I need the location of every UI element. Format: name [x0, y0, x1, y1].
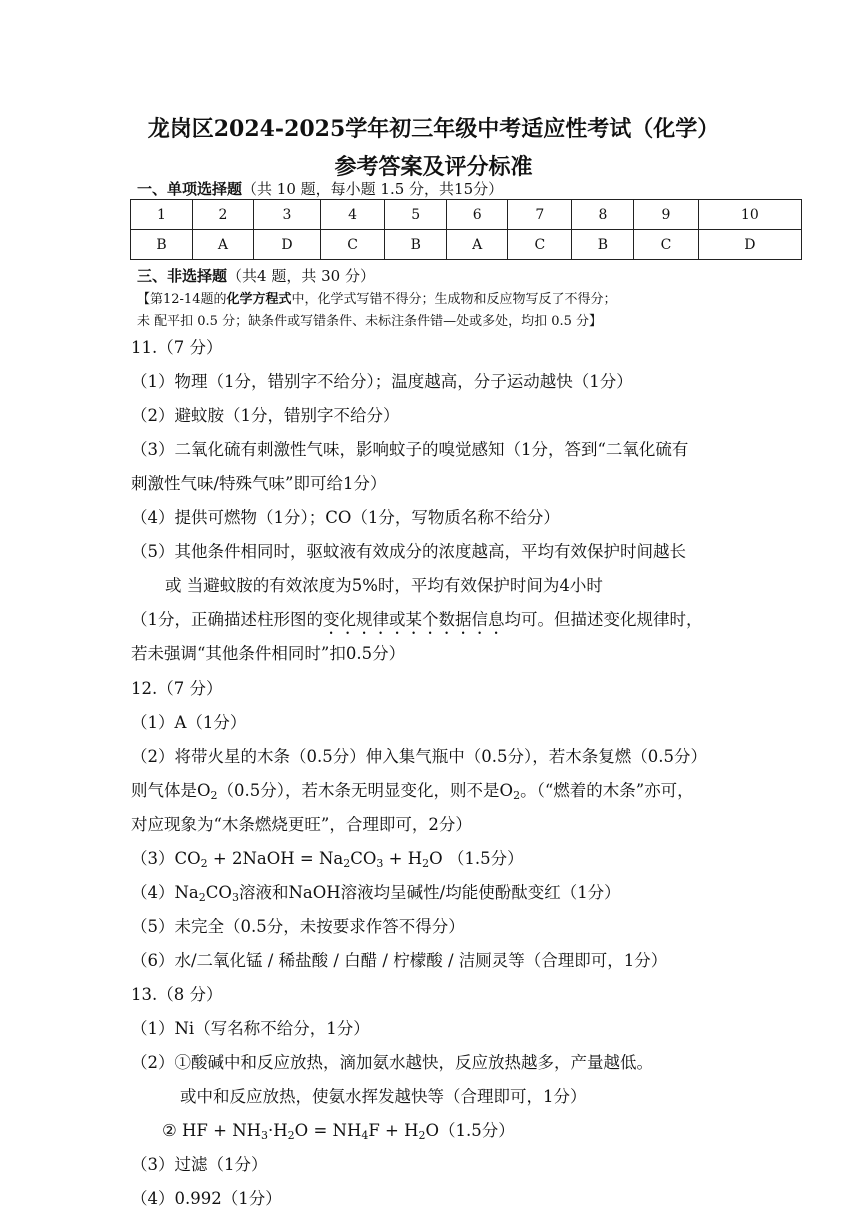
page-subtitle: 参考答案及评分标准 [334, 154, 533, 180]
section1-desc: （共 10 题，每小题 1.5 分，共15分） [242, 180, 504, 198]
text-segment: （0.5分），若木条无明显变化，则不是O [217, 781, 514, 800]
table-cell: 4 [321, 200, 385, 230]
subscript: 3 [261, 1129, 269, 1142]
table-cell: C [634, 230, 698, 260]
answer-table-answers-row [131, 230, 802, 260]
text-segment: （1分，正确描述柱形图的 [131, 610, 323, 629]
q13-line1: （1）Ni（写名称不给分，1分） [131, 1019, 370, 1038]
text-segment: O（1.5分） [425, 1121, 515, 1140]
text-segment: （3）CO [131, 849, 201, 868]
q13-line2: （2）①酸碱中和反应放热，滴加氨水越快，反应放热越多，产量越低。 [131, 1053, 653, 1072]
subscript: 2 [343, 857, 351, 870]
q11-line2: （2）避蚊胺（1分，错别字不给分） [131, 406, 400, 425]
text-segment: 均可。但描述变化规律时， [504, 610, 703, 629]
table-cell: 9 [634, 200, 698, 230]
q11-line4: 刺激性气味/特殊气味”即可给1分） [131, 474, 387, 493]
q11-line5: （4）提供可燃物（1分）；CO（1分，写物质名称不给分） [131, 508, 560, 527]
q13-heading: 13.（8 分） [131, 985, 223, 1004]
table-cell: 1 [131, 200, 193, 230]
text-segment: + 2NaOH = Na [207, 849, 344, 868]
table-cell: A [447, 230, 508, 260]
text-segment: 。（“燃着的木条”亦可， [520, 781, 694, 800]
q11-line7: 或 当避蚊胺的有效浓度为5%时，平均有效保护时间为4小时 [165, 576, 603, 595]
q12-line8: （6）水/二氧化锰 / 稀盐酸 / 白醋 / 柠檬酸 / 洁厕灵等（合理即可，1分） [131, 951, 668, 970]
emphasized-text: 变化规律或某个数据信息 [323, 610, 505, 629]
q12-line7: （5）未完全（0.5分，未按要求作答不得分） [131, 917, 465, 936]
subscript: 2 [422, 857, 430, 870]
subscript: 4 [361, 1129, 369, 1142]
table-cell: 8 [572, 200, 634, 230]
q13-equation [162, 1117, 515, 1141]
table-cell: 3 [253, 200, 320, 230]
table-cell: B [385, 230, 447, 260]
table-cell: D [253, 230, 320, 260]
subscript: 2 [513, 789, 521, 802]
q11-line8 [131, 606, 703, 638]
table-cell: 7 [508, 200, 572, 230]
subscript: 2 [198, 891, 206, 904]
q11-line1: （1）物理（1分，错别字不给分）；温度越高，分子运动越快（1分） [131, 372, 633, 391]
q12-line4: 对应现象为“木条燃烧更旺”，合理即可，2分） [131, 815, 472, 834]
subscript: 2 [200, 857, 208, 870]
subscript: 3 [231, 891, 239, 904]
scoring-note-line2: 未 配平扣 0.5 分；缺条件或写错条件、未标注条件错—处或多处，均扣 0.5 分】 [137, 314, 603, 329]
q13-line6: （4）0.992（1分） [131, 1189, 282, 1208]
table-cell: C [321, 230, 385, 260]
subscript: 2 [287, 1129, 295, 1142]
q12-line2: （2）将带火星的木条（0.5分）伸入集气瓶中（0.5分），若木条复燃（0.5分） [131, 747, 707, 766]
table-cell: B [572, 230, 634, 260]
text-segment: 则气体是O [131, 781, 211, 800]
table-cell: B [131, 230, 193, 260]
section1-heading [137, 178, 503, 199]
table-cell: D [698, 230, 801, 260]
text-segment: ② HF + NH [162, 1121, 262, 1140]
q12-line1: （1）A（1分） [131, 713, 247, 732]
text-segment: + H [383, 849, 423, 868]
table-cell: 6 [447, 200, 508, 230]
q11-heading: 11.（7 分） [131, 338, 223, 357]
text-segment: F + H [368, 1121, 419, 1140]
table-cell: A [192, 230, 253, 260]
answer-table [130, 199, 802, 260]
q12-equation [131, 845, 524, 869]
q11-line9: 若未强调“其他条件相同时”扣0.5分） [131, 644, 406, 663]
q12-heading: 12.（7 分） [131, 679, 223, 698]
section3-desc: （共4 题，共 30 分） [227, 267, 375, 285]
note-text: 中，化学式写错不得分；生成物和反应物写反了不得分； [291, 292, 617, 307]
section3-name: 三、非选择题 [137, 267, 228, 285]
table-cell: 10 [698, 200, 801, 230]
table-cell: C [508, 230, 572, 260]
section3-heading [137, 265, 375, 286]
subscript: 2 [418, 1129, 426, 1142]
text-segment: O （1.5分） [429, 849, 524, 868]
subscript: 2 [210, 789, 218, 802]
section1-name: 一、单项选择题 [137, 180, 243, 198]
q12-line6 [131, 879, 621, 903]
table-cell: 2 [192, 200, 253, 230]
page-title: 龙岗区2024-2025学年初三年级中考适应性考试（化学） [147, 116, 720, 142]
text-segment: CO [350, 849, 377, 868]
note-bold-text: 化学方程式 [226, 292, 292, 307]
q13-line3: 或中和反应放热，使氨水挥发越快等（合理即可，1分） [180, 1087, 587, 1106]
note-text: 【第12-14题的 [137, 292, 227, 307]
answer-table-numbers-row [131, 200, 802, 230]
text-segment: CO [205, 883, 232, 902]
text-segment: O = NH [294, 1121, 362, 1140]
table-cell: 5 [385, 200, 447, 230]
q11-line3: （3）二氧化硫有刺激性气味，影响蚊子的嗅觉感知（1分，答到“二氧化硫有 [131, 440, 689, 459]
text-segment: ·H [268, 1121, 288, 1140]
q12-line3 [131, 777, 694, 801]
scoring-note-line1 [137, 289, 617, 310]
text-segment: 溶液和NaOH溶液均呈碱性/均能使酚酞变红（1分） [238, 883, 621, 902]
text-segment: （4）Na [131, 883, 199, 902]
q13-line5: （3）过滤（1分） [131, 1155, 268, 1174]
q11-line6: （5）其他条件相同时，驱蚊液有效成分的浓度越高，平均有效保护时间越长 [131, 542, 686, 561]
subscript: 3 [376, 857, 384, 870]
